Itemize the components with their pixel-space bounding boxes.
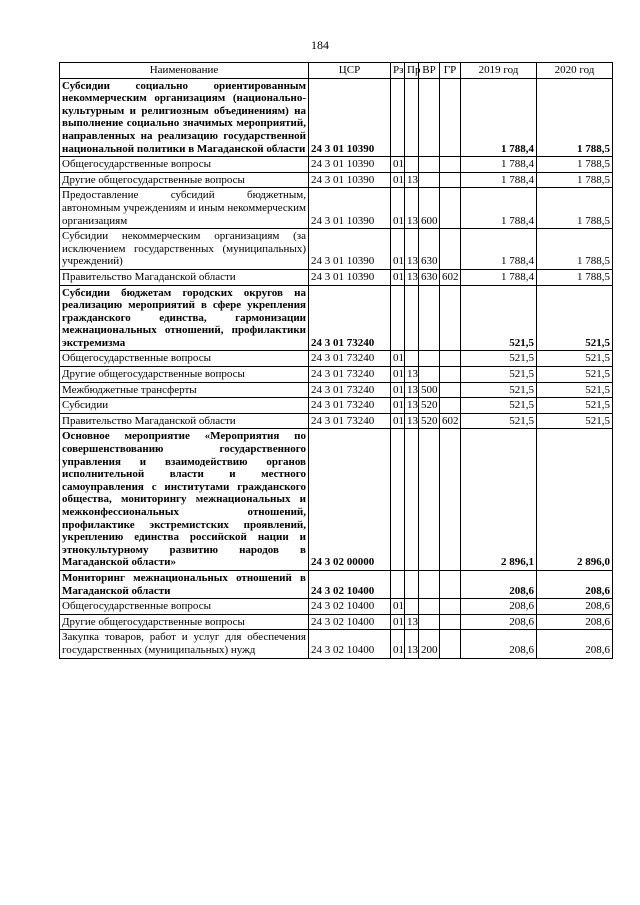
row-2019: 521,5: [461, 351, 537, 367]
row-pr: 13: [405, 367, 419, 383]
row-2019: 208,6: [461, 599, 537, 615]
row-2019: 521,5: [461, 382, 537, 398]
row-vr: [419, 614, 440, 630]
table-row: [60, 630, 613, 658]
row-2020: 2 896,0: [537, 429, 613, 571]
row-vr: 630: [419, 229, 440, 270]
row-name: Общегосударственные вопросы: [60, 599, 309, 615]
row-rz: 01: [391, 157, 405, 173]
row-2020: 521,5: [537, 367, 613, 383]
row-pr: [405, 157, 419, 173]
row-2020: 521,5: [537, 382, 613, 398]
row-vr: 600: [419, 188, 440, 229]
row-name: Другие общегосударственные вопросы: [60, 172, 309, 188]
row-vr: 200: [419, 630, 440, 658]
row-2019: 1 788,4: [461, 269, 537, 285]
row-gr: 602: [440, 269, 461, 285]
row-2020: 521,5: [537, 398, 613, 414]
row-pr: 13: [405, 382, 419, 398]
table-row: [60, 229, 613, 270]
row-csr: 24 3 02 10400: [309, 570, 391, 598]
row-gr: [440, 570, 461, 598]
row-name: Мониторинг межнациональных отношений в Магаданской области: [60, 570, 309, 598]
table-row: [60, 398, 613, 414]
row-2020: 521,5: [537, 351, 613, 367]
row-csr: 24 3 01 73240: [309, 351, 391, 367]
row-gr: [440, 172, 461, 188]
row-pr: 13: [405, 398, 419, 414]
row-pr: 13: [405, 229, 419, 270]
row-gr: [440, 398, 461, 414]
row-vr: [419, 285, 440, 351]
row-2019: 1 788,4: [461, 172, 537, 188]
row-2020: 521,5: [537, 413, 613, 429]
row-2019: 521,5: [461, 398, 537, 414]
row-rz: 01: [391, 188, 405, 229]
row-vr: [419, 570, 440, 598]
row-pr: [405, 599, 419, 615]
table-row: [60, 351, 613, 367]
row-2019: 521,5: [461, 285, 537, 351]
row-csr: 24 3 01 73240: [309, 367, 391, 383]
row-rz: 01: [391, 229, 405, 270]
row-pr: [405, 78, 419, 157]
header-rz: Рз: [391, 63, 405, 79]
header-csr: ЦСР: [309, 63, 391, 79]
row-2020: 1 788,5: [537, 229, 613, 270]
row-name: Правительство Магаданской области: [60, 413, 309, 429]
row-gr: [440, 382, 461, 398]
row-2020: 1 788,5: [537, 269, 613, 285]
row-csr: 24 3 02 10400: [309, 599, 391, 615]
row-csr: 24 3 01 10390: [309, 188, 391, 229]
row-gr: [440, 351, 461, 367]
row-rz: 01: [391, 351, 405, 367]
row-pr: 13: [405, 413, 419, 429]
row-vr: [419, 367, 440, 383]
row-name: Другие общегосударственные вопросы: [60, 367, 309, 383]
row-rz: [391, 285, 405, 351]
table-row: [60, 188, 613, 229]
row-2020: 208,6: [537, 599, 613, 615]
row-2020: 208,6: [537, 630, 613, 658]
row-rz: 01: [391, 382, 405, 398]
row-pr: [405, 351, 419, 367]
row-name: Общегосударственные вопросы: [60, 351, 309, 367]
row-pr: 13: [405, 269, 419, 285]
row-name: Субсидии бюджетам городских округов на реализацию мероприятий в сфере укрепления гражданского единства, гармонизации межнациональных отношений, профилактики экстремизма: [60, 285, 309, 351]
page-number: 184: [311, 38, 329, 52]
row-pr: 13: [405, 172, 419, 188]
row-csr: 24 3 01 10390: [309, 229, 391, 270]
table-row: [60, 599, 613, 615]
table-row: [60, 285, 613, 351]
table-row: [60, 172, 613, 188]
row-csr: 24 3 01 10390: [309, 172, 391, 188]
table-row: [60, 570, 613, 598]
row-name: Другие общегосударственные вопросы: [60, 614, 309, 630]
row-2020: 208,6: [537, 614, 613, 630]
table-row: [60, 367, 613, 383]
header-name: Наименование: [60, 63, 309, 79]
table-row: [60, 269, 613, 285]
row-csr: 24 3 02 10400: [309, 630, 391, 658]
row-rz: 01: [391, 398, 405, 414]
row-name: Субсидии: [60, 398, 309, 414]
table-row: [60, 78, 613, 157]
row-gr: [440, 429, 461, 571]
header-2019: 2019 год: [461, 63, 537, 79]
row-vr: 630: [419, 269, 440, 285]
row-gr: [440, 599, 461, 615]
row-gr: [440, 78, 461, 157]
header-2020: 2020 год: [537, 63, 613, 79]
row-rz: [391, 78, 405, 157]
row-name: Межбюджетные трансферты: [60, 382, 309, 398]
header-vr: ВР: [419, 63, 440, 79]
row-name: Субсидии некоммерческим организациям (за исключением государственных (муниципальных) учреждений): [60, 229, 309, 270]
budget-table: [59, 62, 613, 659]
row-csr: 24 3 01 73240: [309, 413, 391, 429]
row-rz: 01: [391, 599, 405, 615]
row-gr: [440, 229, 461, 270]
row-2020: 1 788,5: [537, 78, 613, 157]
row-gr: [440, 367, 461, 383]
header-row: [60, 63, 613, 79]
row-vr: [419, 78, 440, 157]
row-csr: 24 3 01 73240: [309, 398, 391, 414]
table-row: [60, 614, 613, 630]
row-pr: [405, 570, 419, 598]
row-pr: 13: [405, 614, 419, 630]
row-csr: 24 3 02 00000: [309, 429, 391, 571]
row-2020: 208,6: [537, 570, 613, 598]
row-pr: 13: [405, 188, 419, 229]
row-pr: [405, 285, 419, 351]
row-2020: 1 788,5: [537, 157, 613, 173]
row-2020: 1 788,5: [537, 188, 613, 229]
header-gr: ГР: [440, 63, 461, 79]
row-rz: 01: [391, 269, 405, 285]
row-name: Основное мероприятие «Мероприятия по совершенствованию государственного управления и взаимодействию органов исполнительной власти и местного самоуправления с институтами гражданского общества, мониторингу межнациональных и межконфессиональных отношений, профилактике экстремистских проявлений, укреплению единства российской нации и этнокультурному развитию народов в Магаданской области»: [60, 429, 309, 571]
row-csr: 24 3 01 73240: [309, 285, 391, 351]
row-2019: 208,6: [461, 630, 537, 658]
row-vr: [419, 157, 440, 173]
row-gr: 602: [440, 413, 461, 429]
row-2019: 1 788,4: [461, 157, 537, 173]
row-2019: 208,6: [461, 614, 537, 630]
row-rz: 01: [391, 630, 405, 658]
row-gr: [440, 630, 461, 658]
table-row: [60, 157, 613, 173]
row-pr: 13: [405, 630, 419, 658]
row-gr: [440, 188, 461, 229]
row-csr: 24 3 01 10390: [309, 157, 391, 173]
row-2019: 521,5: [461, 367, 537, 383]
row-rz: [391, 570, 405, 598]
row-vr: 520: [419, 413, 440, 429]
row-gr: [440, 285, 461, 351]
row-2019: 1 788,4: [461, 188, 537, 229]
row-name: Субсидии социально ориентированным некоммерческим организациям (национально-культурным и религиозным объединениям) на выполнение социально значимых мероприятий, направленных на реализацию государственной национальной политики в Магаданской области: [60, 78, 309, 157]
row-2019: 1 788,4: [461, 229, 537, 270]
row-vr: [419, 351, 440, 367]
row-name: Правительство Магаданской области: [60, 269, 309, 285]
row-2020: 1 788,5: [537, 172, 613, 188]
row-rz: 01: [391, 413, 405, 429]
row-2019: 2 896,1: [461, 429, 537, 571]
row-csr: 24 3 01 73240: [309, 382, 391, 398]
row-rz: 01: [391, 614, 405, 630]
row-csr: 24 3 01 10390: [309, 269, 391, 285]
row-2019: 1 788,4: [461, 78, 537, 157]
row-rz: [391, 429, 405, 571]
row-vr: [419, 599, 440, 615]
row-rz: 01: [391, 172, 405, 188]
row-name: Предоставление субсидий бюджетным, автономным учреждениям и иным некоммерческим организациям: [60, 188, 309, 229]
table-row: [60, 413, 613, 429]
row-gr: [440, 157, 461, 173]
header-pr: Пр: [405, 63, 419, 79]
row-2019: 208,6: [461, 570, 537, 598]
table-row: [60, 382, 613, 398]
row-vr: [419, 429, 440, 571]
row-name: Общегосударственные вопросы: [60, 157, 309, 173]
row-2019: 521,5: [461, 413, 537, 429]
row-vr: 500: [419, 382, 440, 398]
row-vr: [419, 172, 440, 188]
row-csr: 24 3 01 10390: [309, 78, 391, 157]
row-vr: 520: [419, 398, 440, 414]
row-rz: 01: [391, 367, 405, 383]
row-csr: 24 3 02 10400: [309, 614, 391, 630]
row-pr: [405, 429, 419, 571]
row-gr: [440, 614, 461, 630]
table-row: [60, 429, 613, 571]
row-2020: 521,5: [537, 285, 613, 351]
row-name: Закупка товаров, работ и услуг для обеспечения государственных (муниципальных) нужд: [60, 630, 309, 658]
